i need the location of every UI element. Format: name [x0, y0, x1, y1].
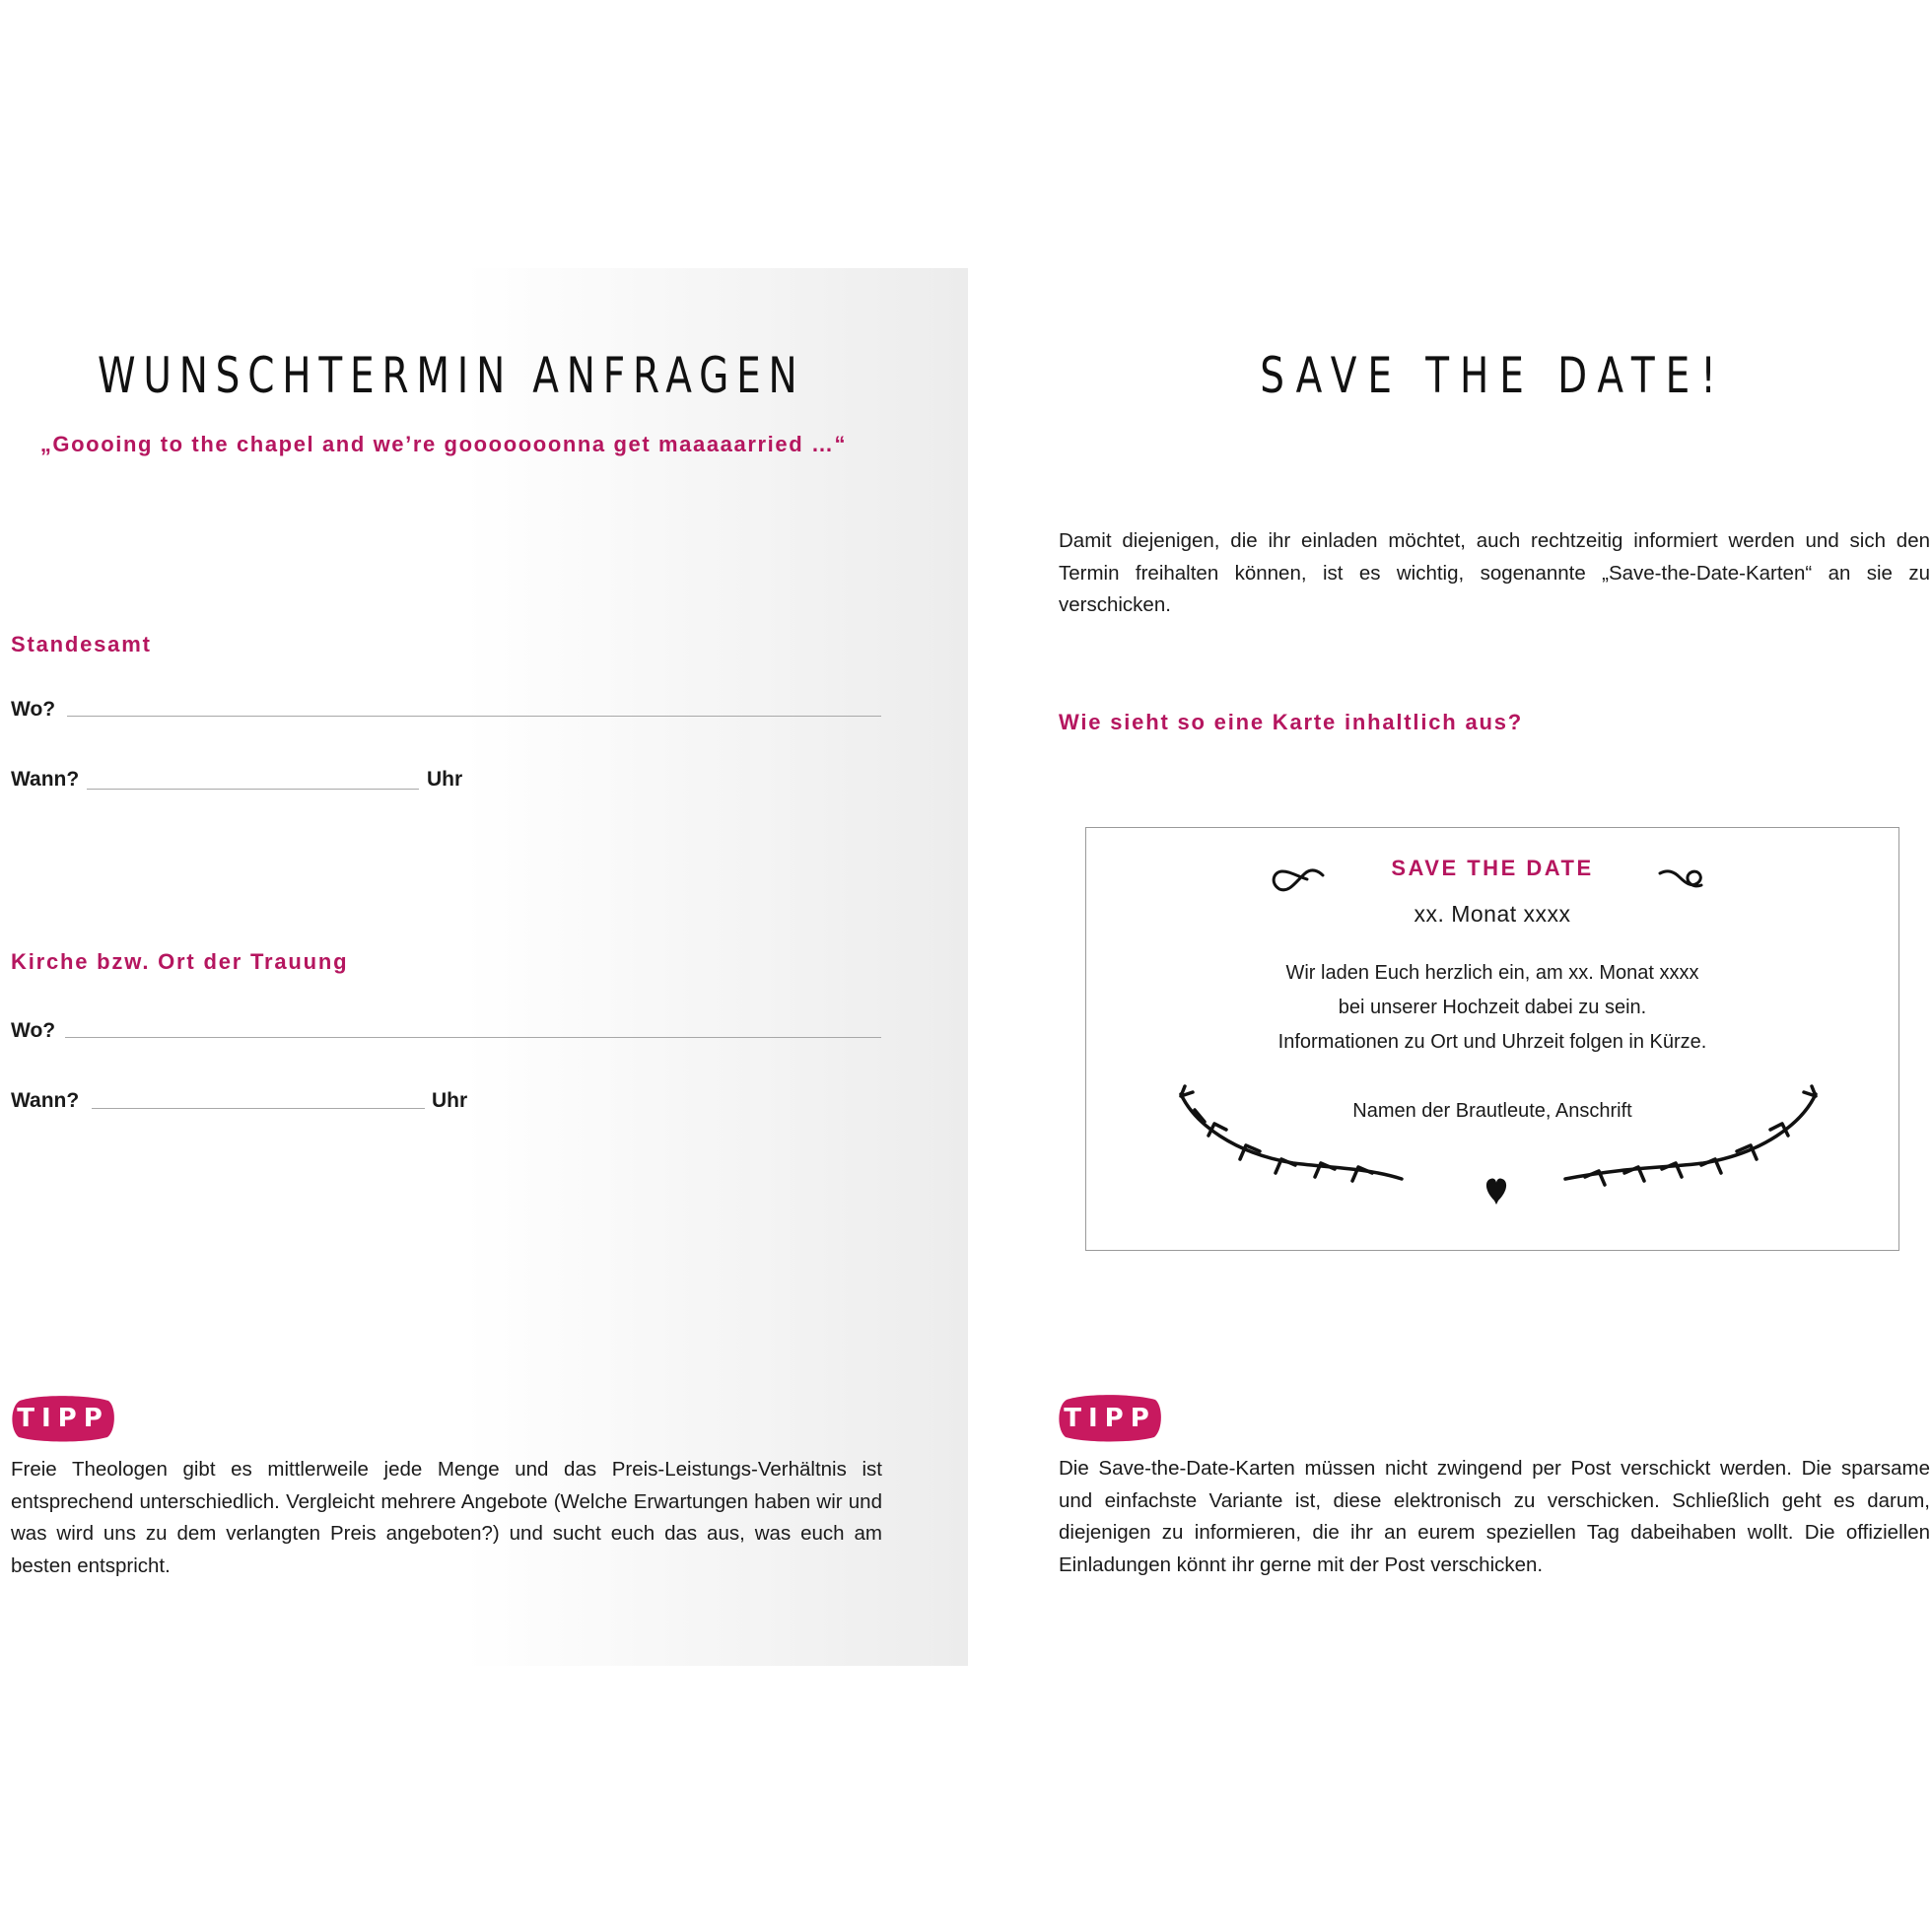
left-page-title: WUNSCHTERMIN ANFRAGEN — [98, 347, 805, 404]
where-label: Wo? — [11, 1019, 56, 1042]
tipp-label: TIPP — [17, 1404, 109, 1433]
when-input-line[interactable] — [92, 1108, 425, 1109]
tipp-text: Freie Theologen gibt es mittlerweile jede Menge und das Preis-Leistungs-Verhältnis ist entsprechend unterschiedlich. Vergleicht mehrere Angebote (Welche Erwartungen haben wir und was wird uns zu dem verlangten Preis angeboten?) und sucht euch das aus, was euch am besten entspricht. — [11, 1458, 882, 1577]
when-input-line[interactable] — [87, 789, 419, 790]
card-title: SAVE THE DATE — [1391, 856, 1594, 880]
time-suffix: Uhr — [427, 768, 463, 791]
tipp-label: TIPP — [1064, 1404, 1156, 1433]
intro-text: Damit diejenigen, die ihr einladen möchtet, auch rechtzeitig informiert werden und sich den Termin freihalten können, ist es wichtig, sogenannte „Save-the-Date-Karten“ an sie zu verschicken. — [1059, 529, 1930, 616]
when-label: Wann? — [11, 768, 80, 791]
right-page-title: SAVE THE DATE! — [1260, 347, 1727, 404]
where-input-line[interactable] — [67, 716, 881, 717]
card-question: Wie sieht so eine Karte inhaltlich aus? — [1059, 710, 1523, 734]
when-label: Wann? — [11, 1089, 80, 1112]
time-suffix: Uhr — [432, 1089, 468, 1112]
card-date: xx. Monat xxxx — [1414, 901, 1571, 927]
save-the-date-card — [1085, 827, 1899, 1251]
section-heading-standesamt: Standesamt — [11, 632, 152, 656]
tipp-badge — [1057, 1393, 1163, 1444]
where-input-line[interactable] — [65, 1037, 881, 1038]
card-signature: Namen der Brautleute, Anschrift — [1352, 1100, 1632, 1122]
card-line: Wir laden Euch herzlich ein, am xx. Monat xxxx — [1285, 962, 1699, 984]
section-heading-kirche: Kirche bzw. Ort der Trauung — [11, 949, 349, 974]
tipp-badge — [10, 1393, 116, 1444]
where-label: Wo? — [11, 698, 56, 721]
tipp-text: Die Save-the-Date-Karten müssen nicht zwingend per Post verschickt werden. Die sparsame und einfachste Variante ist, diese elektronisch zu verschicken. Schließlich geht es darum, diejenigen zu informieren, die ihr an eurem speziellen Tag dabeihaben wollt. Die offiziellen Einladungen könnt ihr gerne mit der Post verschicken. — [1059, 1457, 1930, 1576]
quote: „Goooing to the chapel and we’re gooooooonna get maaaaarried …“ — [39, 432, 848, 456]
card-line: Informationen zu Ort und Uhrzeit folgen in Kürze. — [1277, 1031, 1707, 1053]
heart-icon — [1486, 1178, 1506, 1205]
card-line: bei unserer Hochzeit dabei zu sein. — [1338, 997, 1647, 1018]
